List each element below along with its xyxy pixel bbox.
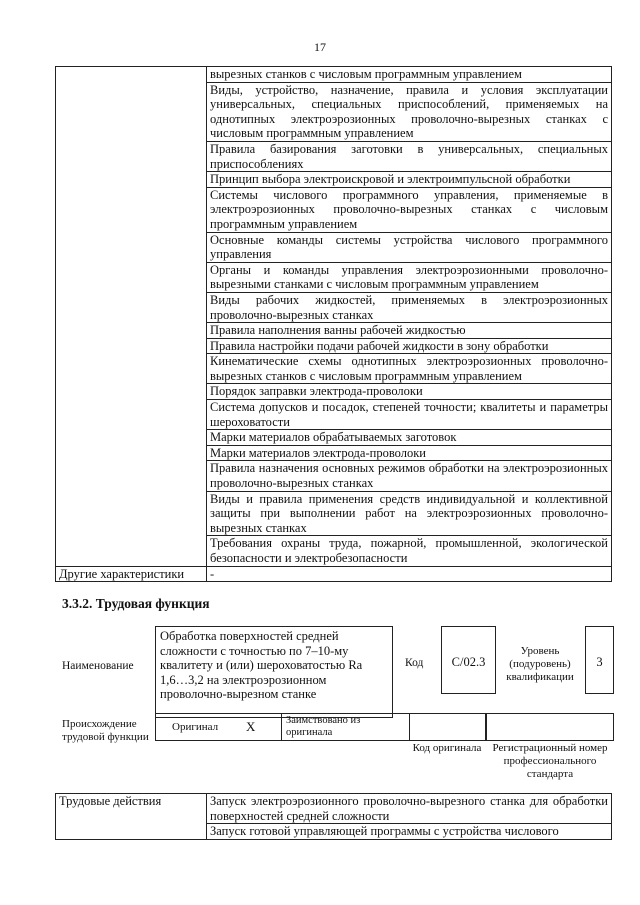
origin-box [155, 713, 487, 741]
origin-label: Происхождение трудовой функции [62, 718, 149, 743]
knowledge-item: Принцип выбора электроискровой и электроимпульсной обработки [207, 172, 612, 188]
knowledge-item: Основные команды системы устройства числового программного управления [207, 232, 612, 262]
knowledge-item: Кинематические схемы однотипных электроэрозионных проволочно-вырезных станков с числовым программным управлением [207, 354, 612, 384]
knowledge-item: Марки материалов электрода-проволоки [207, 445, 612, 461]
function-name-box: Обработка поверхностей средней сложности с точностью по 7–10-му квалитету и (или) шероховатостью Ra 1,6…3,2 на электроэрозионном проволочно-вырезном станке [155, 626, 393, 718]
labor-action-item: Запуск готовой управляющей программы с устройства числового [207, 824, 612, 840]
table-row [56, 794, 612, 824]
labor-actions-label: Трудовые действия [56, 794, 207, 840]
code-original-divider [409, 714, 410, 740]
original-label: Оригинал [172, 721, 219, 733]
knowledge-item: Порядок заправки электрода-проволоки [207, 384, 612, 400]
origin-divider [281, 714, 282, 740]
page-number: 17 [314, 40, 326, 54]
code-original-label: Код оригинала [412, 742, 482, 754]
knowledge-table [55, 66, 612, 582]
knowledge-item: Виды, устройство, назначение, правила и условия эксплуатации универсальных, специальных приспособлений, применяемых на однотипных электроэрозионных проволочно-вырезных станках с числовым программным управлением [207, 82, 612, 141]
code-label: Код [405, 657, 424, 669]
labor-actions-table [55, 793, 612, 840]
reg-number-label: Регистрационный номер профессионального стандарта [492, 742, 608, 780]
other-characteristics-value: - [207, 566, 612, 582]
labor-action-item: Запуск электроэрозионного проволочно-вырезного станка для обработки поверхностей средней сложности [207, 794, 612, 824]
knowledge-item: вырезных станков с числовым программным управлением [207, 67, 612, 83]
knowledge-item: Правила наполнения ванны рабочей жидкостью [207, 323, 612, 339]
table-row [56, 67, 612, 83]
knowledge-item: Система допусков и посадок, степеней точности; квалитеты и параметры шероховатости [207, 400, 612, 430]
level-value: 3 [596, 655, 603, 669]
knowledge-item: Органы и команды управления электроэрозионными проволочно-вырезными станками с числовым программным управлением [207, 262, 612, 292]
knowledge-item: Правила настройки подачи рабочей жидкости в зону обработки [207, 338, 612, 354]
original-mark: X [246, 719, 256, 734]
code-box [441, 626, 496, 694]
other-characteristics-label: Другие характеристики [56, 566, 207, 582]
knowledge-item: Марки материалов обрабатываемых заготовок [207, 430, 612, 446]
name-label: Наименование [62, 660, 134, 672]
borrowed-label: Заимствовано из оригинала [286, 715, 361, 738]
knowledge-item: Правила базирования заготовки в универсальных, специальных приспособлениях [207, 141, 612, 171]
knowledge-item: Виды и правила применения средств индивидуальной и коллективной защиты при выполнении работ на электроэрозионных проволочно-вырезных станках [207, 491, 612, 536]
knowledge-label [56, 67, 207, 567]
level-box [585, 626, 614, 694]
section-title: 3.3.2. Трудовая функция [62, 596, 210, 611]
knowledge-item: Правила назначения основных режимов обработки на электроэрозионных проволочно-вырезных станках [207, 461, 612, 491]
reg-number-box [485, 713, 614, 741]
code-value: C/02.3 [451, 655, 486, 669]
table-row [56, 566, 612, 582]
knowledge-item: Системы числового программного управления, применяемые в электроэрозионных проволочно-вырезных станках с числовым программным управлением [207, 187, 612, 232]
level-label: Уровень (подуровень) квалификации [506, 645, 574, 683]
knowledge-item: Виды рабочих жидкостей, применяемых в электроэрозионных проволочно-вырезных станках [207, 292, 612, 322]
knowledge-item: Требования охраны труда, пожарной, промышленной, экологической безопасности и электробезопасности [207, 536, 612, 566]
